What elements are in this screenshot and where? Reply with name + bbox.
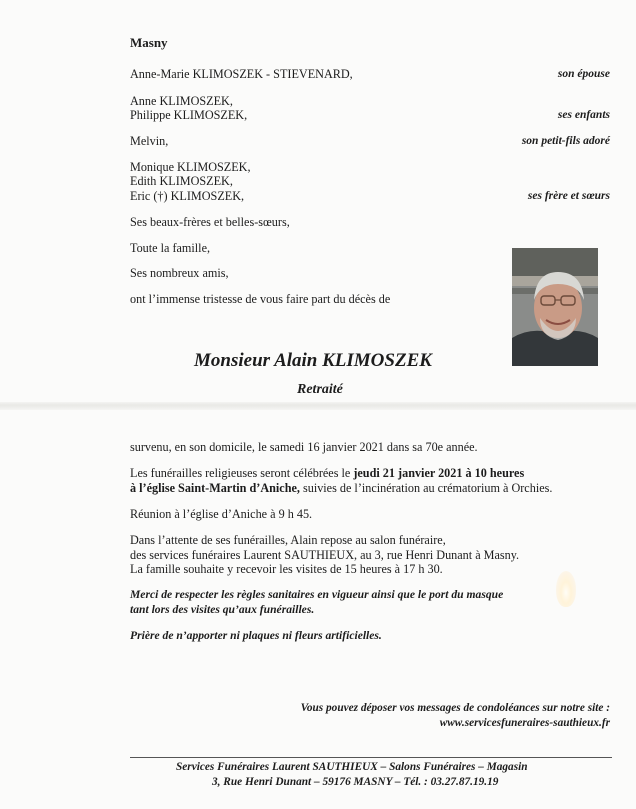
child-name-1: Anne KLIMOSZEK, <box>130 94 233 108</box>
sanitary-line-2: tant lors des visites qu’aux funérailles. <box>130 603 315 616</box>
portrait-photo <box>512 248 598 366</box>
funeral-line-1 <box>130 466 524 481</box>
funeral-intro: Les funérailles religieuses seront célébrées le <box>130 466 354 480</box>
grandson-relation: son petit-fils adoré <box>521 135 610 147</box>
footer-divider <box>130 757 612 758</box>
candle-flame-glow <box>556 571 576 607</box>
family-line: Toute la famille, <box>130 241 211 255</box>
funeral-line-2 <box>130 481 552 496</box>
wait-line-3: La famille souhaite y recevoir les visites de 15 heures à 17 h 30. <box>130 562 443 576</box>
death-line: survenu, en son domicile, le samedi 16 janvier 2021 dans sa 70e année. <box>130 440 478 454</box>
in-laws-line: Ses beaux-frères et belles-sœurs, <box>130 215 290 229</box>
deceased-title: Retraité <box>297 382 343 397</box>
no-flowers-line: Prière de n’apporter ni plaques ni fleurs artificielles. <box>130 629 382 642</box>
sibling-name-1: Monique KLIMOSZEK, <box>130 160 251 174</box>
funeral-cremation: suivies de l’incinération au crématorium à Orchies. <box>299 481 553 495</box>
place-heading: Masny <box>130 35 168 50</box>
funeral-date: jeudi 21 janvier 2021 à 10 heures <box>353 466 525 480</box>
footer-line-2: 3, Rue Henri Dunant – 59176 MASNY – Tél. : 03.27.87.19.19 <box>212 776 499 788</box>
sibling-name-3: Eric (†) KLIMOSZEK, <box>130 189 245 203</box>
meeting-line: Réunion à l’église d’Aniche à 9 h 45. <box>130 507 313 521</box>
footer-line-1: Services Funéraires Laurent SAUTHIEUX – Salons Funéraires – Magasin <box>176 761 528 773</box>
sanitary-line-1: Merci de respecter les règles sanitaires en vigueur ainsi que le port du masque <box>130 588 504 601</box>
child-name-2: Philippe KLIMOSZEK, <box>130 108 248 122</box>
deceased-name: Monsieur Alain KLIMOSZEK <box>194 350 432 371</box>
friends-line: Ses nombreux amis, <box>130 266 229 280</box>
wait-line-1: Dans l’attente de ses funérailles, Alain repose au salon funéraire, <box>130 533 446 547</box>
funeral-place: à l’église Saint-Martin d’Aniche, <box>130 481 300 495</box>
wait-line-2: des services funéraires Laurent SAUTHIEUX, au 3, rue Henri Dunant à Masny. <box>130 548 520 562</box>
children-relation: ses enfants <box>557 109 610 121</box>
sibling-name-2: Edith KLIMOSZEK, <box>130 174 233 188</box>
condolences-url[interactable]: www.servicesfuneraires-sauthieux.fr <box>439 717 610 729</box>
siblings-relation: ses frère et sœurs <box>527 190 610 202</box>
announcement-line: ont l’immense tristesse de vous faire part du décès de <box>130 292 391 306</box>
spouse-relation: son épouse <box>557 68 610 80</box>
paper-fold <box>0 402 636 410</box>
condolences-line: Vous pouvez déposer vos messages de condoléances sur notre site : <box>300 702 610 714</box>
grandson-name: Melvin, <box>130 134 169 148</box>
spouse-name: Anne-Marie KLIMOSZEK - STIEVENARD, <box>130 67 353 81</box>
